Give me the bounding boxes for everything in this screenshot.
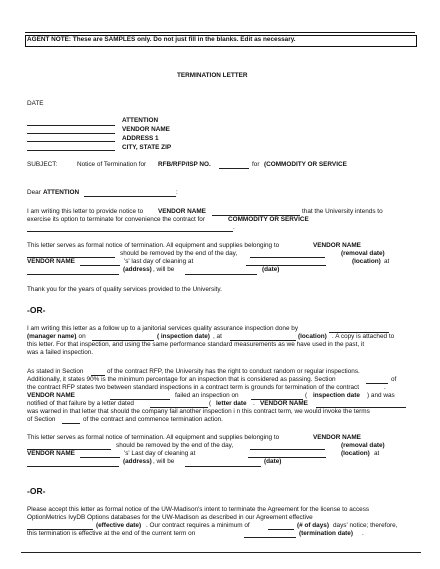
p5-vendor: VENDOR NAME — [313, 434, 361, 441]
salutation-name: ATTENTION — [43, 189, 80, 196]
p4-text: failed an inspection on — [175, 392, 239, 399]
p2-text: at — [384, 258, 390, 265]
p5-removal: (removal date) — [341, 442, 385, 449]
blank-line — [268, 529, 294, 530]
p2-text: This letter serves as formal notice of termination. All equipment and supplies belonging to — [27, 242, 280, 249]
p5-vendor: VENDOR NAME — [27, 450, 75, 457]
p1-vendor: VENDOR NAME — [158, 208, 206, 215]
p4-inspection-date: inspection date — [313, 392, 360, 399]
subject-text: Notice of Termination for — [77, 161, 147, 168]
p3-text: , at — [213, 333, 222, 340]
p3-text: this letter. For that inspection, and using the same performance standard measurements as we have used in the past, it — [27, 341, 365, 348]
address-vendor: VENDOR NAME — [122, 126, 170, 133]
p5-date: (date) — [264, 458, 282, 465]
p6-text: days' notice; therefore, — [333, 522, 398, 529]
blank-line — [80, 457, 120, 458]
or-separator: -OR- — [27, 486, 46, 496]
blank-line — [185, 466, 261, 467]
p4-text: As stated in Section — [27, 368, 84, 375]
blank-line — [244, 537, 296, 538]
agent-note: AGENT NOTE: These are SAMPLES only. Do not just fill in the blanks. Edit as necessary. — [27, 36, 296, 43]
p2-text: 's' last day of cleaning at — [124, 258, 194, 265]
subject-commodity: (COMMODITY OR SERVICE — [264, 161, 347, 168]
p4-text: of the contract RFP, the University has the right to conduct random or regular inspections. — [107, 368, 360, 375]
p4-text: ( — [209, 400, 212, 407]
blank-line — [248, 457, 326, 458]
p3-text: I am writing this letter as a follow up to a janitorial services quality assurance inspection done by — [27, 325, 299, 332]
p2-removal: (removal date) — [341, 250, 385, 257]
blank-line — [80, 265, 120, 266]
blank-line — [27, 141, 115, 142]
p4-text: . — [253, 400, 255, 407]
blank-line — [84, 196, 176, 197]
address-attention: ATTENTION — [122, 117, 159, 124]
thanks-text: Thank you for the years of quality services provided to the University. — [27, 286, 222, 293]
p4-text: the contract RFP states two between standard inspections in a contract term is grounds for termination of the contract — [27, 384, 360, 391]
p6-text: . — [362, 530, 364, 537]
p5-text: should be removed by the end of the day, — [116, 442, 234, 449]
bottom-rule — [21, 552, 421, 553]
p5-text: at — [374, 450, 380, 457]
blank-line — [27, 231, 233, 232]
p2-text: should be removed by the end of the day, — [120, 250, 238, 257]
address-city: CITY, STATE ZIP — [122, 144, 172, 151]
p4-vendor: VENDOR NAME — [27, 392, 75, 399]
blank-line — [246, 265, 326, 266]
p4-text: was warned in that letter that should the company fail another inspection i n this contract term, we would invoke the terms — [27, 408, 370, 415]
blank-line — [27, 466, 119, 467]
address-line1: ADDRESS 1 — [122, 135, 159, 142]
blank-line — [27, 133, 115, 134]
subject-for: for — [252, 161, 260, 168]
salutation-prefix: Dear — [27, 189, 41, 196]
p3-text: . A copy is attached to — [332, 333, 395, 340]
p2-text: , will be — [153, 266, 175, 273]
p6-text: . Our contract requires a minimum of — [146, 522, 250, 529]
blank-line — [27, 150, 115, 151]
p4-text: ) and was — [367, 392, 395, 399]
p1-text: . — [233, 224, 235, 231]
subject-rfb: RFB/RFP/ISP NO. — [158, 161, 211, 168]
p5-text: This letter serves as formal notice of termination. All equipment and supplies belonging to — [27, 434, 280, 441]
p4-letter-date: letter date — [216, 400, 247, 407]
p4-text: of the contract and commence termination action. — [83, 416, 223, 423]
blank-line — [27, 125, 115, 126]
p4-text: notified of that failure by a letter dated — [27, 400, 134, 407]
blank-line — [27, 274, 119, 275]
p5-location: (location) — [341, 450, 370, 457]
blank-line — [62, 423, 80, 424]
p2-vendor: VENDOR NAME — [313, 242, 361, 249]
p5-text: 's' Last day of cleaning at — [124, 450, 196, 457]
top-rule — [25, 32, 415, 33]
p3-manager: (manager name) — [27, 333, 77, 340]
p1-text: that the University intends to — [302, 208, 383, 215]
p3-location: (location) — [298, 333, 327, 340]
p1-text: exercise its option to terminate for convenience the contract for — [27, 216, 205, 223]
p2-date: (date) — [262, 266, 280, 273]
blank-line — [219, 168, 249, 169]
p4-vendor: VENDOR NAME — [260, 400, 308, 407]
p1-text: I am writing this letter to provide notice to — [27, 208, 144, 215]
p4-text: of — [391, 376, 397, 383]
p6-termination-date: (termination date) — [299, 530, 353, 537]
letter-title: TERMINATION LETTER — [177, 72, 248, 79]
p6-text: Please accept this letter as formal notice of the UW-Madison's intent to terminate the Agreement for the license to access — [27, 506, 370, 513]
blank-line — [185, 274, 257, 275]
p4-text: ( — [305, 392, 308, 399]
p6-effective-date: (effective date) — [96, 522, 142, 529]
salutation-suffix: : — [176, 189, 178, 196]
p5-text: , will be — [153, 458, 175, 465]
p4-text: of Section — [27, 416, 56, 423]
p4-text: . — [384, 384, 386, 391]
p3-text: was a failed inspection. — [27, 349, 94, 356]
p5-address: (address) — [123, 458, 152, 465]
blank-line — [250, 257, 325, 258]
blank-line — [250, 449, 325, 450]
p3-inspection-date: ( inspection date) — [157, 333, 210, 340]
p2-location: (location) — [352, 258, 381, 265]
p6-text: OptionMetrics IvyDB Options databases for the UW-Madison as described in our Agreement effective — [27, 514, 313, 521]
subject-label: SUBJECT: — [27, 161, 58, 168]
p2-vendor: VENDOR NAME — [27, 258, 75, 265]
p1-commodity: COMMODITY OR SERVICE — [228, 216, 309, 223]
p3-text: , on — [75, 333, 86, 340]
p6-days: (# of days) — [297, 522, 329, 529]
date-label: DATE — [27, 100, 44, 107]
or-separator: -OR- — [27, 305, 46, 315]
p6-text: this termination is effective at the end of the current term on — [27, 530, 196, 537]
p2-address: (address) — [123, 266, 152, 273]
p4-text: Additionally, it states 90% is the minimum percentage for an inspection that is considered as passing. Section — [27, 376, 336, 383]
